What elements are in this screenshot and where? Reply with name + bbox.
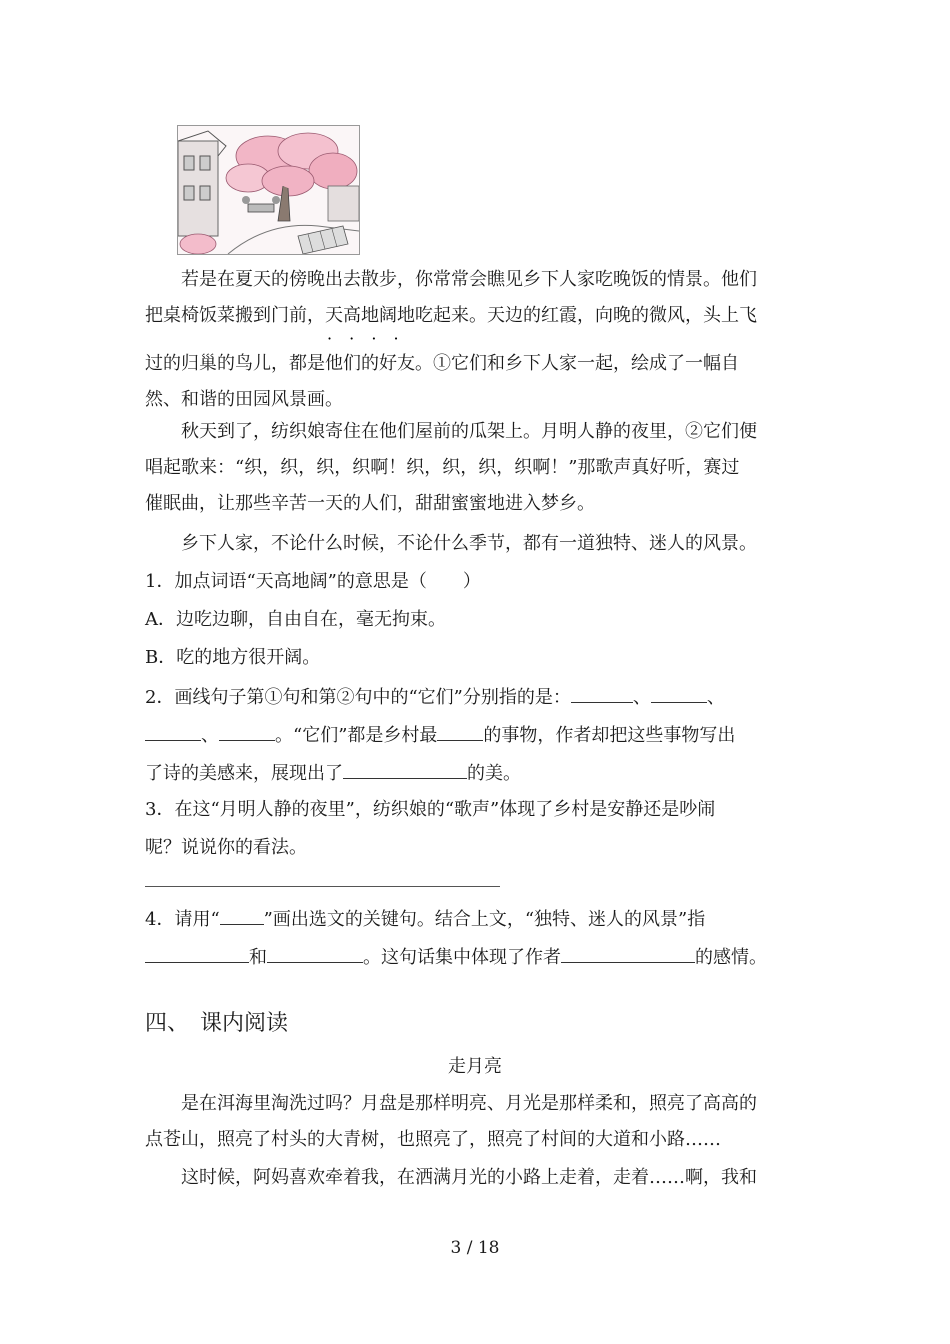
passage-line: 秋天到了，纺织娘寄住在他们屋前的瓜架上。月明人静的夜里，②它们便: [181, 421, 757, 442]
passage-paragraph-1: [145, 262, 805, 418]
question-1: 1．加点词语“天高地阔”的意思是（ ）: [145, 571, 481, 592]
illustration-village-tree: [177, 125, 360, 255]
poem-line: 这时候，阿妈喜欢牵着我，在洒满月光的小路上走着，走着……啊，我和: [181, 1167, 757, 1188]
question-3-line-2: 呢？说说你的看法。: [145, 837, 307, 858]
poem-line: 点苍山，照亮了村头的大青树，也照亮了，照亮了村间的大道和小路……: [145, 1129, 721, 1150]
question-1-option-b: B．吃的地方很开阔。: [145, 647, 321, 668]
passage-line: 乡下人家，不论什么时候，不论什么季节，都有一道独特、迷人的风景。: [181, 533, 757, 554]
section-title: 四、 课内阅读: [145, 1011, 289, 1036]
answer-blank[interactable]: [145, 716, 201, 741]
question-list: [145, 564, 805, 866]
question-2-line-2: 、 。“它们”都是乡村最 的事物，作者却把这些事物写出: [145, 716, 805, 752]
answer-blank[interactable]: [651, 678, 707, 703]
poem-paragraph-2: [145, 1160, 805, 1196]
dotted-word: 天高地阔 · · · ·: [325, 305, 397, 326]
answer-blank[interactable]: [343, 754, 467, 779]
answer-blank[interactable]: [219, 716, 275, 741]
passage-paragraph-2: [145, 414, 805, 522]
answer-blank[interactable]: [267, 938, 363, 963]
poem-title: 走月亮: [448, 1056, 502, 1077]
answer-blank[interactable]: [145, 938, 249, 963]
passage-line: 唱起歌来：“织，织，织，织啊！织，织，织，织啊！”那歌声真好听，赛过: [145, 457, 740, 478]
question-4-line-2: 和 。这句话集中体现了作者 的感情。: [145, 938, 805, 974]
question-4: [145, 900, 805, 974]
passage-line: 然、和谐的田园风景画。: [145, 389, 343, 410]
question-3-answer-line[interactable]: [145, 886, 500, 887]
passage-paragraph-3: [145, 526, 805, 562]
question-2-line-3: 了诗的美感来，展现出了 的美。: [145, 754, 805, 790]
passage-line: 过的归巢的鸟儿，都是他们的好友。①它们和乡下人家一起，绘成了一幅自: [145, 353, 739, 374]
question-3-line-1: 3．在这“月明人静的夜里”，纺织娘的“歌声”体现了乡村是安静还是吵闹: [145, 799, 716, 820]
poem-line: 是在洱海里淘洗过吗？月盘是那样明亮、月光是那样柔和，照亮了高高的: [181, 1093, 757, 1114]
answer-blank[interactable]: [571, 678, 633, 703]
answer-blank[interactable]: [437, 716, 483, 741]
page-number: 3 / 18: [450, 1238, 500, 1258]
question-2-line-1: 2．画线句子第①句和第②句中的“它们”分别指的是： 、 、: [145, 678, 805, 714]
answer-blank[interactable]: [561, 938, 695, 963]
poem-paragraph-1: [145, 1086, 805, 1158]
underline-sample: [220, 900, 264, 925]
passage-line: 把桌椅饭菜搬到门前，天高地阔 · · · ·地吃起来。天边的红霞，向晚的微风，头上飞: [145, 298, 805, 342]
question-4-line-1: 4．请用“ ”画出选文的关键句。结合上文，“独特、迷人的风景”指: [145, 900, 805, 936]
question-1-option-a: A．边吃边聊，自由自在，毫无拘束。: [145, 609, 446, 630]
passage-line: 催眠曲，让那些辛苦一天的人们，甜甜蜜蜜地进入梦乡。: [145, 493, 595, 514]
passage-line: 若是在夏天的傍晚出去散步，你常常会瞧见乡下人家吃晚饭的情景。他们: [181, 269, 757, 290]
village-scene-image: [178, 126, 359, 254]
